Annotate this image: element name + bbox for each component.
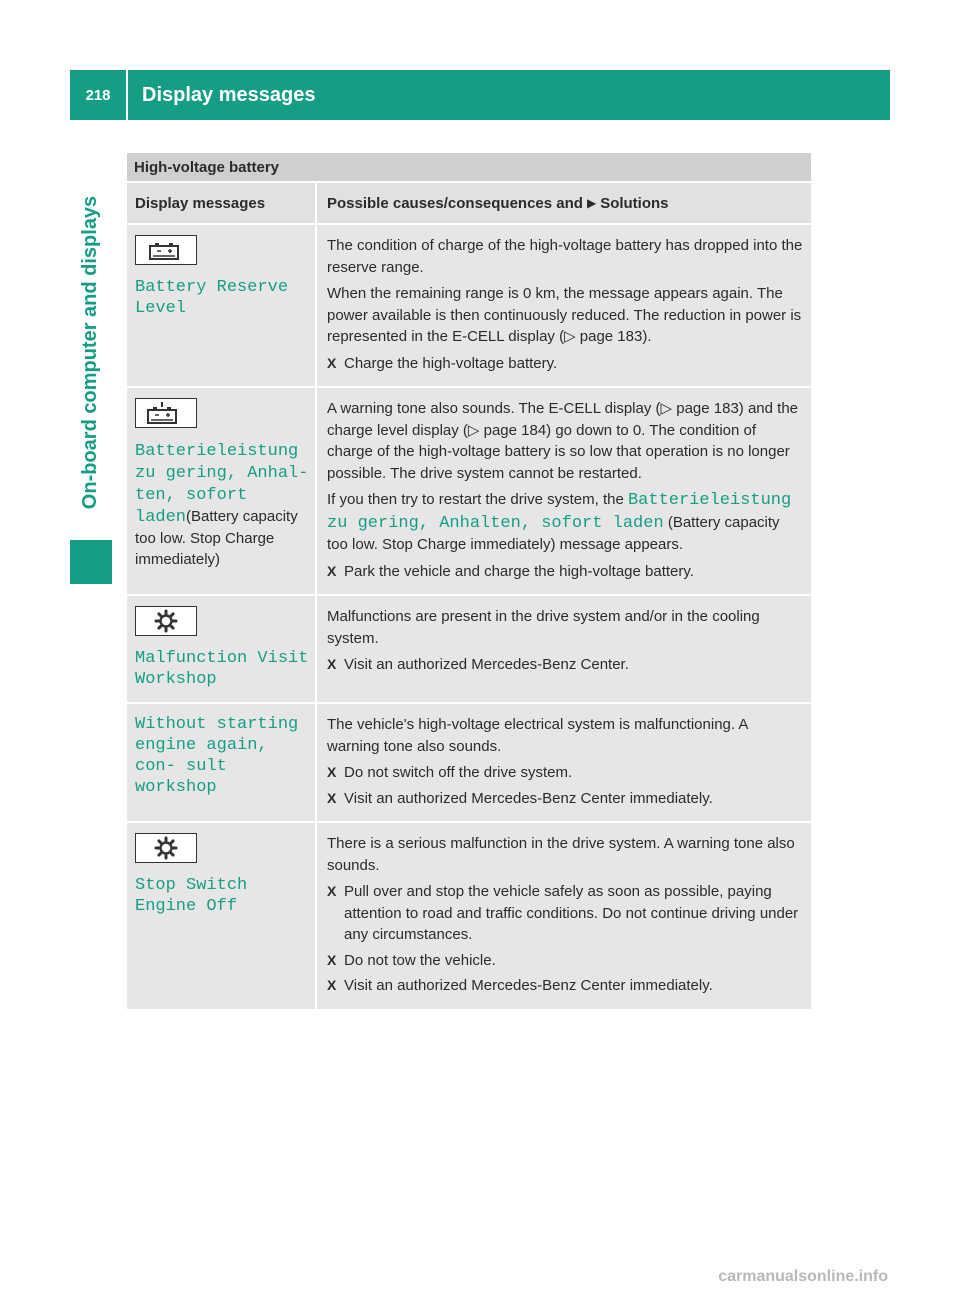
display-message-text: Battery Reserve Level [135,278,289,318]
display-message-text: Stop Switch Engine Off [135,876,248,916]
solution-step [327,762,804,784]
table-row-message [127,823,315,1009]
gear-warning-icon [135,833,197,863]
cause-paragraph [327,489,804,556]
step-marker-icon: X [327,562,337,579]
solution-step [327,353,804,375]
page-number: 218 [85,86,111,104]
solution-step [327,881,804,946]
solution-step-text: Do not switch off the drive system. [344,764,573,781]
header-divider [126,70,128,120]
table-row-causes [315,388,811,594]
solution-step [327,788,804,810]
solution-step-text: Visit an authorized Mercedes-Benz Center immediately. [344,789,713,807]
section-title: High-voltage battery [127,153,811,181]
step-marker-icon: X [327,764,337,780]
step-marker-icon: X [327,656,337,672]
side-tab-label: On-board computer and displays [79,195,102,509]
step-marker-icon: X [327,354,337,371]
solution-step [327,654,804,676]
table-row-causes [315,823,811,1009]
table-row-causes [315,704,811,821]
table-row-causes [315,596,811,702]
cause-paragraph: The vehicle's high-voltage electrical system is malfunctioning. A warning tone also sounds. [327,716,748,755]
solution-step-text: Charge the high-voltage battery. [344,354,558,372]
side-tab [70,120,112,584]
display-message-text: Batterieleistung zu gering, Anhal‐ ten, sofort laden [135,442,309,527]
column-header-causes [315,183,811,223]
table-row-message [127,388,315,594]
solution-step [327,950,804,972]
column-header-display-messages: Display messages [127,183,315,223]
footer-watermark: carmanualsonline.info [718,1268,888,1285]
table-row-message [127,225,315,386]
step-marker-icon: X [327,977,337,993]
play-arrow-icon: ▶ [586,196,597,210]
column-header-causes-text: Possible causes/consequences and [327,194,583,212]
step-marker-icon: X [327,789,337,806]
display-messages-table [127,153,811,1009]
cause-paragraph: A warning tone also sounds. The E-CELL display (▷ page 183) and the charge level display (▷ page 184) go down to 0. The condition of charge of the high-voltage battery is so low that operation is no longer possible. The drive system cannot be restarted. [327,400,798,482]
solution-step [327,975,804,997]
solution-step-text: Visit an authorized Mercedes-Benz Center. [344,656,629,673]
battery-icon [135,235,197,265]
solution-step-text: Do not tow the vehicle. [344,951,496,969]
table-row-message [127,596,315,702]
step-marker-icon: X [327,883,337,899]
inline-message-text: Batterieleistung zu gering, Anhalten, sofort laden [327,491,792,533]
table-row-message [127,704,315,821]
page-header [70,70,890,120]
table-row-causes [315,225,811,386]
gear-warning-icon [135,606,197,636]
cause-text: (Battery capacity too low. Stop Charge immediately) message appears. [327,513,780,553]
display-message-text: Without starting engine again, con‐ sult workshop [135,715,299,797]
cause-paragraph: When the remaining range is 0 km, the message appears again. The power available is then continuously reduced. The reduction in power is represented in the E-CELL display (▷ page 183). [327,285,802,345]
solution-step [327,561,804,583]
cause-paragraph: There is a serious malfunction in the drive system. A warning tone also sounds. [327,835,795,874]
display-message-text: Malfunction Visit Workshop [135,649,309,689]
display-message-translation: (Battery capacity too low. Stop Charge immediately) [135,508,298,568]
battery-plug-icon [135,398,197,428]
cause-paragraph: Malfunctions are present in the drive system and/or in the cooling system. [327,608,760,647]
solution-step-text: Park the vehicle and charge the high-voltage battery. [344,562,694,580]
step-marker-icon: X [327,951,337,968]
side-tab-block [70,540,112,584]
solution-step-text: Visit an authorized Mercedes-Benz Center immediately. [344,977,713,994]
solution-step-text: Pull over and stop the vehicle safely as soon as possible, paying attention to road and traffic conditions. Do not continue driving under any circumstances. [344,883,799,943]
cause-text: If you then try to restart the drive system, the [327,491,624,508]
cause-paragraph: The condition of charge of the high-voltage battery has dropped into the reserve range. [327,237,803,276]
column-header-solutions-text: Solutions [600,194,669,212]
page-title: Display messages [142,83,316,106]
